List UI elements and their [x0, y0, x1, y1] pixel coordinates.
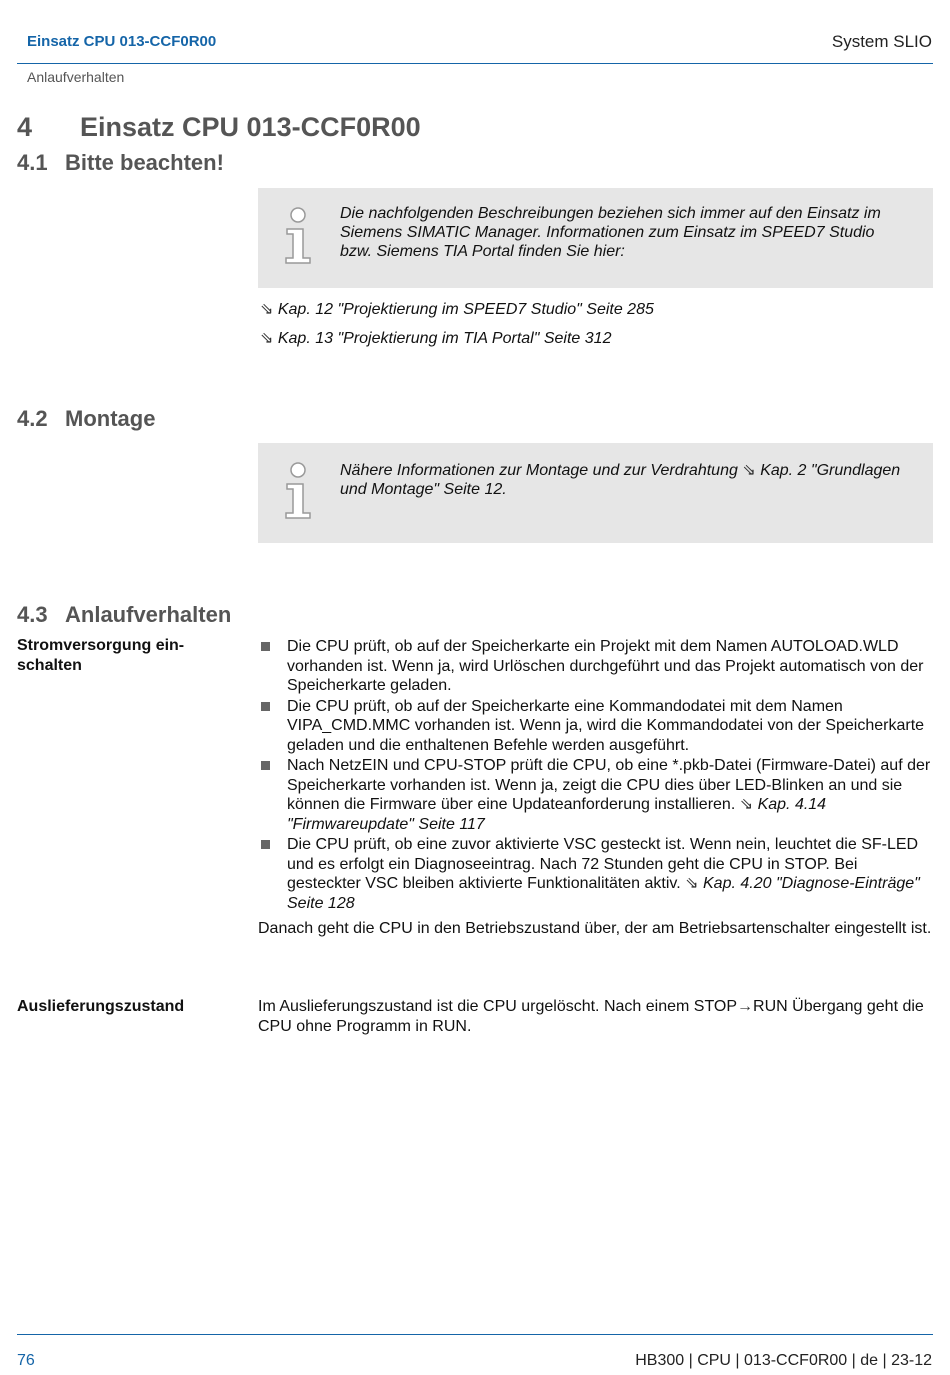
section-4-2-number: 4.2: [17, 406, 48, 431]
section-4-2-title: Montage: [65, 406, 156, 431]
chapter-title: Einsatz CPU 013-CCF0R00: [80, 112, 421, 142]
list-item-text: Die CPU prüft, ob auf der Speicherkarte eine Kommandodatei mit dem Namen VIPA_CMD.MMC vorhanden ist. Wenn ja, wird die Kommandodatei von der Speicherkarte geladen und die enthaltenen Befehle werden ausgeführt.: [287, 697, 925, 754]
note-text: Die nachfolgenden Beschreibungen beziehen sich immer auf den Einsatz im Siemens SIMATIC Manager. Informationen zum Einsatz im SPEED7 Studio bzw. Siemens TIA Portal finden Sie hier:: [340, 205, 881, 260]
delivery-state-text: [258, 997, 934, 1036]
section-4-3-number: 4.3: [17, 602, 48, 627]
header-chapter-title: Einsatz CPU 013-CCF0R00: [27, 33, 217, 50]
list-item-text: Die CPU prüft, ob auf der Speicherkarte ein Projekt mit dem Namen AUTOLOAD.WLD vorhanden ist. Wenn ja, wird Urlöschen durchgeführt und das Projekt automatisch von der Speicherkarte geladen.: [287, 638, 924, 694]
header-product: System SLIO: [831, 32, 932, 51]
list-item: [258, 835, 934, 913]
delivery-state-label: Auslieferungszustand: [17, 998, 185, 1015]
xref-firmwareupdate[interactable]: Kap. 4.14 "Firmwareupdate" Seite 117: [287, 796, 827, 833]
xref-grundlagen[interactable]: Kap. 2 "Grundlagen und Montage" Seite 12.: [340, 462, 901, 498]
cross-reference-arrow-icon: ⇘: [260, 330, 274, 347]
info-icon: [282, 461, 316, 526]
header-section: Anlaufverhalten: [27, 69, 125, 85]
section-4-1-number: 4.1: [17, 150, 48, 175]
startup-bullet-list: [258, 637, 934, 914]
xref-diagnose[interactable]: Kap. 4.20 "Diagnose-Einträge" Seite 128: [287, 875, 920, 912]
header-rule: [17, 63, 933, 64]
cross-reference-arrow-icon: ⇘: [685, 875, 699, 892]
cross-reference-arrow-icon: ⇘: [742, 462, 756, 479]
transition-arrow: →: [737, 998, 754, 1015]
delivery-text-part1: Im Auslieferungszustand ist die CPU urgelöscht. Nach einem STOP: [258, 998, 738, 1015]
note-montage-text: Nähere Informationen zur Montage und zur Verdrahtung: [340, 462, 738, 479]
list-item: [258, 756, 934, 834]
note-box-simatic: [258, 188, 933, 288]
section-4-3-title: Anlaufverhalten: [65, 602, 232, 627]
square-bullet-icon: [261, 642, 270, 651]
cross-reference-arrow-icon: ⇘: [739, 796, 754, 813]
list-item-text: Nach NetzEIN und CPU-STOP prüft die CPU, ob eine *.pkb-Datei (Firmware-Datei) auf der Speicherkarte vorhanden ist. Wenn ja, zeigt die CPU dies über LED-Blinken an und sie können die Firmware über eine Updateanforderung installieren.: [287, 757, 931, 813]
page-number: 76: [17, 1352, 35, 1369]
square-bullet-icon: [261, 840, 270, 849]
power-on-label: Stromversorgung ein-schalten: [17, 637, 185, 674]
square-bullet-icon: [261, 761, 270, 770]
footer-rule: [17, 1334, 933, 1335]
document-id: HB300 | CPU | 013-CCF0R00 | de | 23-12: [635, 1352, 932, 1369]
xref-tia[interactable]: [260, 328, 611, 348]
square-bullet-icon: [261, 702, 270, 711]
list-item: [258, 697, 934, 756]
note-box-montage: [258, 443, 933, 543]
list-item-text: Die CPU prüft, ob eine zuvor aktivierte VSC gesteckt ist. Wenn nein, leuchtet die SF-LED und es erfolgt ein Diagnoseeintrag. Nach 72 Stunden geht die CPU in STOP. Bei gesteckter VSC bleiben aktivierte Funktionalitäten aktiv.: [287, 836, 919, 892]
xref-speed7-text[interactable]: Kap. 12 "Projektierung im SPEED7 Studio" Seite 285: [277, 301, 654, 318]
section-4-1-title: Bitte beachten!: [65, 150, 224, 175]
note-text: [340, 461, 903, 499]
xref-speed7[interactable]: [260, 299, 654, 319]
xref-tia-text[interactable]: Kap. 13 "Projektierung im TIA Portal" Seite 312: [277, 330, 612, 347]
list-item: [258, 637, 934, 696]
delivery-text-part2: RUN Übergang geht die CPU ohne Programm in RUN.: [258, 998, 924, 1035]
info-icon: [282, 206, 316, 271]
chapter-number: 4: [17, 112, 33, 142]
cross-reference-arrow-icon: ⇘: [260, 301, 274, 318]
startup-conclusion: Danach geht die CPU in den Betriebszustand über, der am Betriebsartenschalter eingestellt ist.: [258, 920, 932, 937]
